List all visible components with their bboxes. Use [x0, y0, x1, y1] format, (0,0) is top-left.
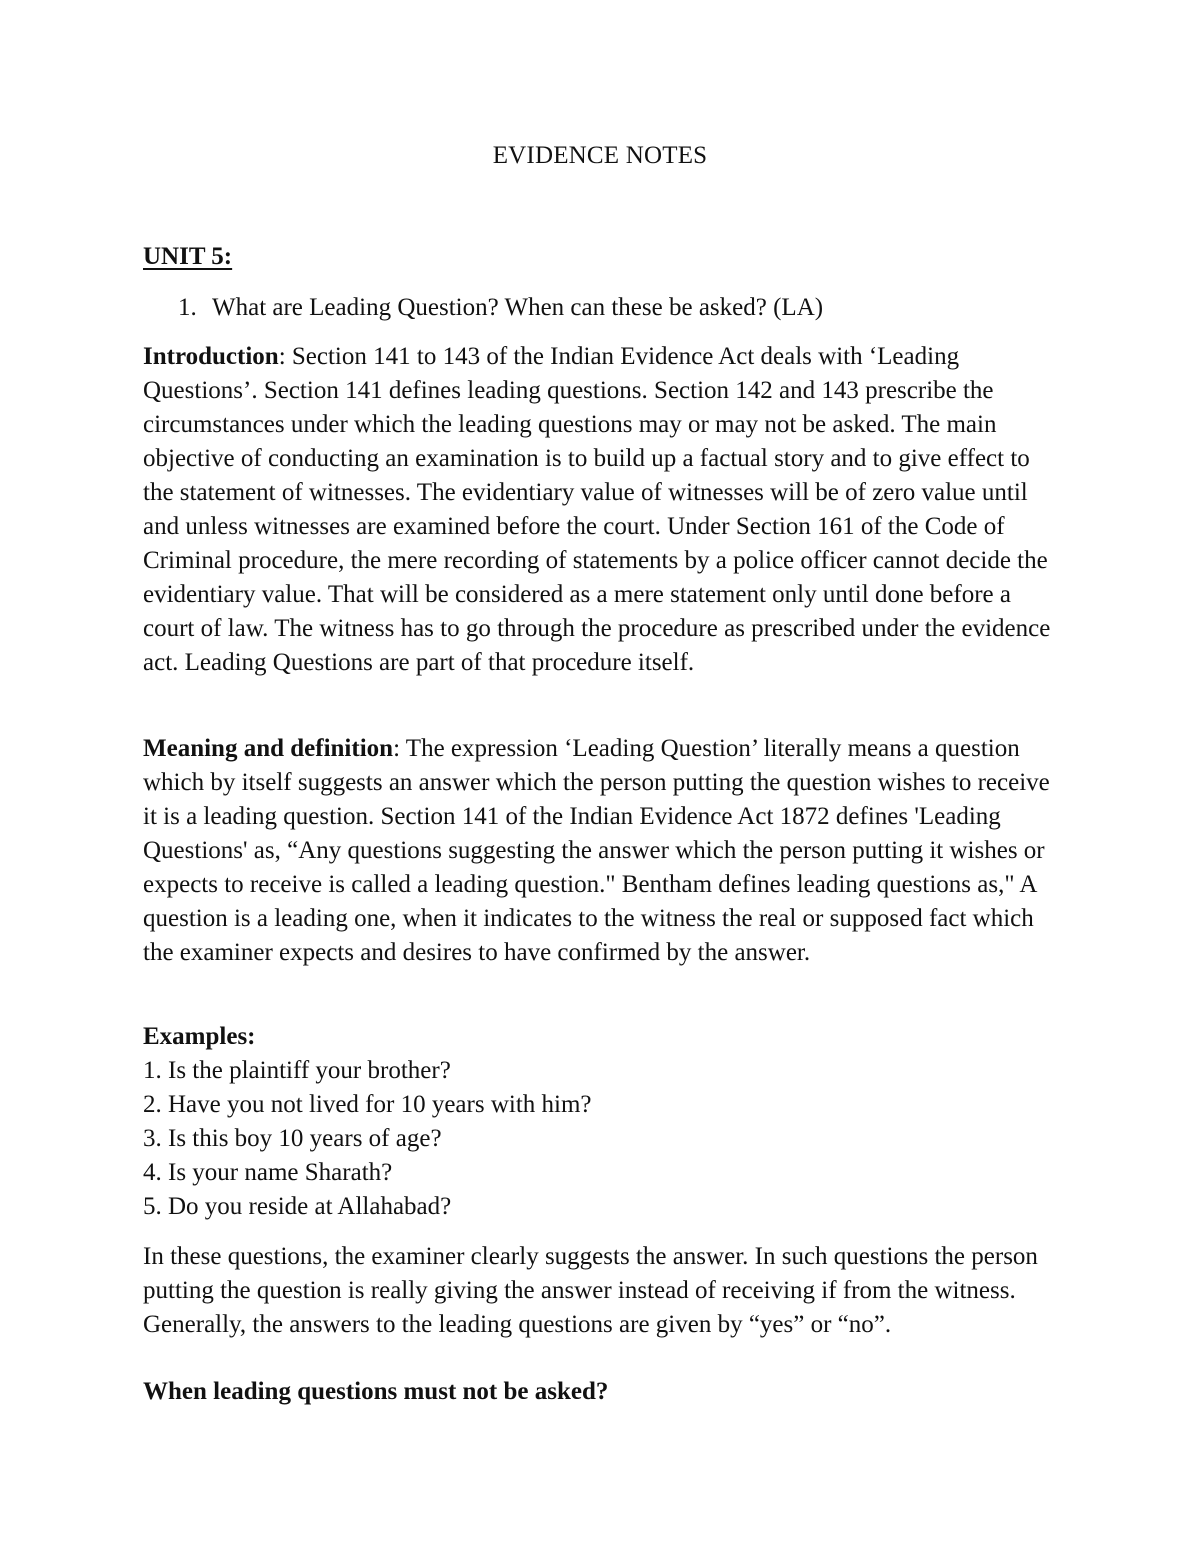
list-item: 2. Have you not lived for 10 years with him?	[143, 1091, 592, 1118]
unit-heading: UNIT 5:	[143, 243, 233, 270]
question-item	[178, 294, 823, 322]
meaning-label: Meaning and definition	[143, 735, 394, 762]
definition-quote: “Any questions suggesting the answer which the person putting it wishes or expects to receive is called a leading question."	[143, 837, 1045, 898]
examples-heading: Examples:	[143, 1023, 256, 1050]
introduction-label: Introduction	[143, 343, 279, 370]
question-number: 1.	[178, 294, 197, 321]
list-item: 3. Is this boy 10 years of age?	[143, 1125, 442, 1152]
introduction-text: : Section 141 to 143 of the Indian Evidence Act deals with ‘Leading Questions’. Section 141 defines leading questions. Section 142 and 143 prescribe the circumstances under which the leading questions may or may not be asked. The main objective of conducting an examination is to build up a factual story and to give effect to the statement of witnesses. The evidentiary value of witnesses will be of zero value until and unless witnesses are examined before the court. Under Section 161 of the Code of Criminal procedure, the mere recording of statements by a police officer cannot decide the evidentiary value. That will be considered as a mere statement only until done before a court of law. The witness has to go through the procedure as prescribed under the evidence act. Leading Questions are part of that procedure itself.	[143, 343, 1051, 676]
question-text: What are Leading Question? When can these be asked? (LA)	[212, 294, 824, 321]
list-item: 4. Is your name Sharath?	[143, 1159, 393, 1186]
meaning-text: : The expression ‘Leading Question’ literally means a question which by itself suggests an answer which the person putting the question wishes to receive it is a leading question. Section 141 of the Indian Evidence Act 1872 defines 'Leading Questions' as,	[143, 735, 1050, 864]
list-item: 1. Is the plaintiff your brother?	[143, 1057, 451, 1084]
meaning-paragraph	[143, 732, 1063, 970]
closing-paragraph	[143, 1240, 1063, 1342]
when-heading: When leading questions must not be asked?	[143, 1378, 609, 1405]
closing-text: In these questions, the examiner clearly suggests the answer. In such questions the person putting the question is really giving the answer instead of receiving if from the witness. Generally, the answers to the leading questions are given by “yes” or “no”.	[143, 1243, 1038, 1338]
introduction-paragraph	[143, 340, 1063, 680]
document-title: EVIDENCE NOTES	[492, 142, 708, 169]
bentham-definition: Bentham defines leading questions as," A question is a leading one, when it indicates to the witness the real or supposed fact which the examiner expects and desires to have confirmed by the answer.	[143, 871, 1037, 966]
examples-list	[143, 1054, 1063, 1224]
list-item: 5. Do you reside at Allahabad?	[143, 1193, 452, 1220]
